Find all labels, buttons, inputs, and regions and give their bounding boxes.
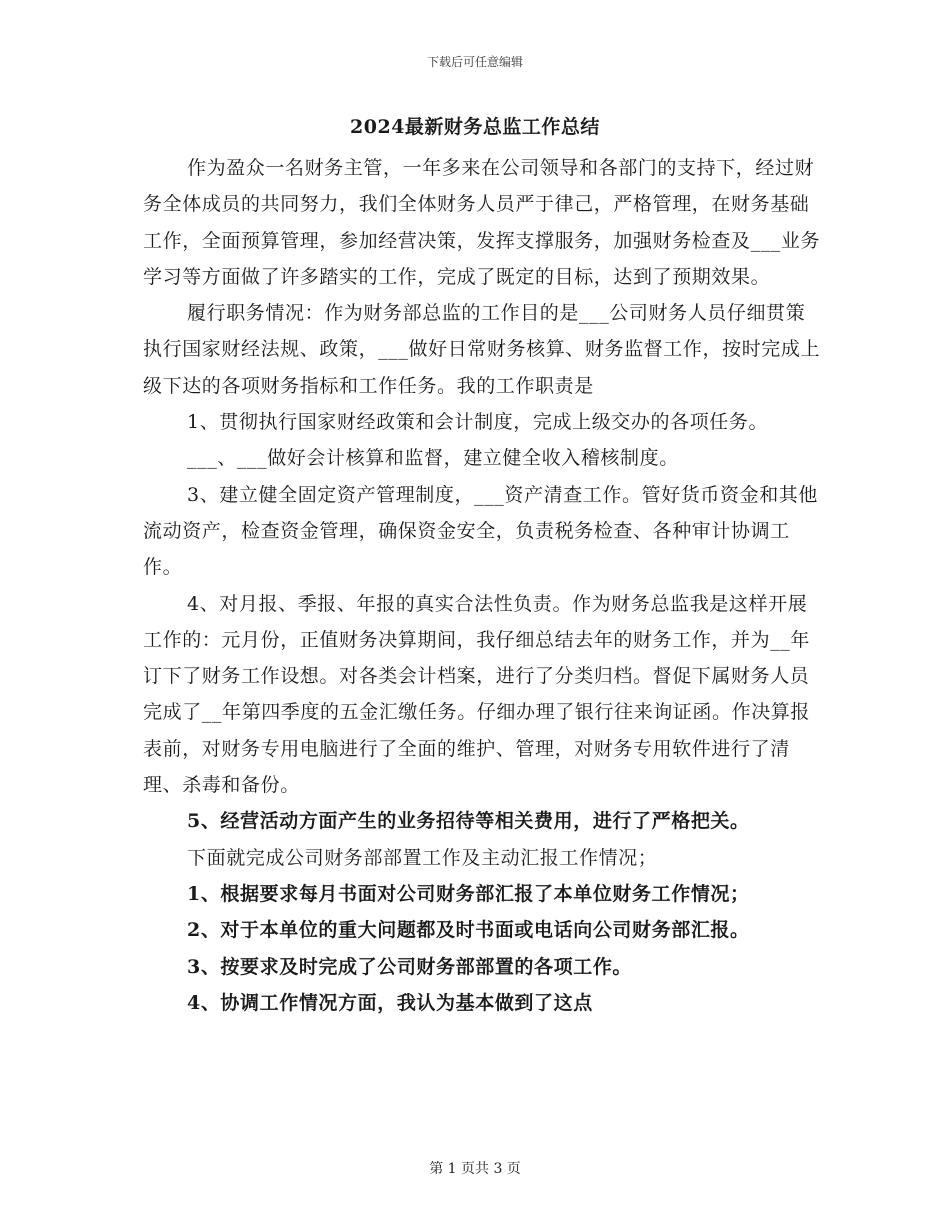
paragraph-item-2: ___、___做好会计核算和监督，建立健全收入稽核制度。 — [187, 447, 679, 470]
header-note: 下载后可任意编辑 — [426, 55, 523, 69]
paragraph-report-1: 1、根据要求每月书面对公司财务部汇报了本单位财务工作情况； — [187, 882, 750, 905]
document-title: 2024最新财务总监工作总结 — [350, 116, 600, 138]
paragraph-item-3: 3、建立健全固定资产管理制度，___资产清查工作。管好货币资金和其他流动资产，检查资金管理，确保资金安全，负责税务检查、各种审计协调工作。 — [143, 483, 818, 579]
paragraph-item-4: 4、对月报、季报、年报的真实合法性负责。作为财务总监我是这样开展工作的：元月份，正值财务决算期间，我仔细总结去年的财务工作，并为__年订下了财务工作设想。对各类会计档案，进行了分类归档。督促下属财务人员完成了__年第四季度的五金汇缴任务。仔细办理了银行往来询证函。作决算报表前，对财务专用电脑进行了全面的维护、管理，对财务专用软件进行了清理、杀毒和备份。 — [143, 592, 811, 797]
paragraph-intro: 作为盈众一名财务主管，一年多来在公司领导和各部门的支持下，经过财务全体成员的共同努力，我们全体财务人员严于律己，严格管理，在财务基础工作，全面预算管理，参加经营决策，发挥支撑服务，加强财务检查及___业务学习等方面做了许多踏实的工作，完成了既定的目标，达到了预期效果。 — [143, 157, 821, 288]
paragraph-report-4: 4、协调工作情况方面，我认为基本做到了这点 — [187, 991, 593, 1014]
paragraph-report-3: 3、按要求及时完成了公司财务部部置的各项工作。 — [187, 955, 633, 978]
paragraph-report-intro: 下面就完成公司财务部部置工作及主动汇报工作情况； — [187, 846, 658, 869]
paragraph-report-2: 2、对于本单位的重大问题都及时书面或电话向公司财务部汇报。 — [187, 919, 750, 942]
document-body — [143, 150, 823, 1021]
paragraph-item-5: 5、经营活动方面产生的业务招待等相关费用，进行了严格把关。 — [187, 810, 750, 833]
page-footer: 第 1 页共 3 页 — [429, 1161, 521, 1177]
paragraph-duties: 履行职务情况：作为财务部总监的工作目的是___公司财务人员仔细贯策执行国家财经法规、政策，___做好日常财务核算、财务监督工作，按时完成上级下达的各项财务指标和工作任务。我的工作职责是 — [143, 302, 821, 397]
paragraph-item-1: 1、贯彻执行国家财经政策和会计制度，完成上级交办的各项任务。 — [187, 411, 769, 434]
